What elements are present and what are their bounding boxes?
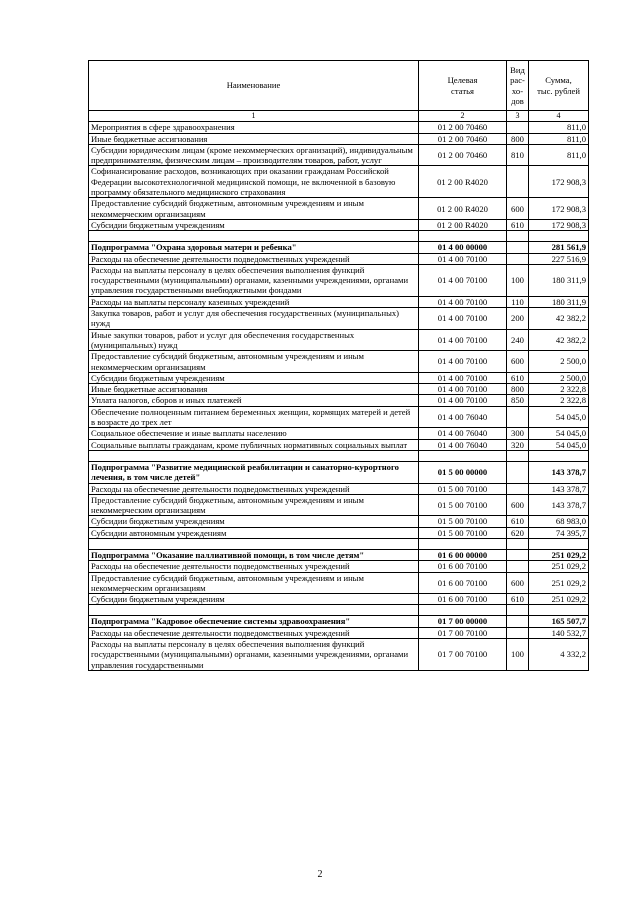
row-target-article: 01 5 00 70100 bbox=[419, 494, 507, 516]
row-sum: 281 561,9 bbox=[529, 242, 589, 253]
column-number: 2 bbox=[419, 111, 507, 122]
table-row bbox=[89, 572, 589, 594]
row-sum: 2 500,0 bbox=[529, 351, 589, 373]
row-target-article: 01 4 00 76040 bbox=[419, 439, 507, 450]
row-expense-type: 110 bbox=[507, 296, 529, 307]
row-expense-type: 600 bbox=[507, 351, 529, 373]
spacer-cell bbox=[419, 538, 507, 549]
row-sum: 54 045,0 bbox=[529, 428, 589, 439]
row-expense-type: 800 bbox=[507, 384, 529, 395]
row-target-article: 01 4 00 70100 bbox=[419, 329, 507, 351]
header-expense-type-line: Вид bbox=[510, 64, 525, 75]
table-row bbox=[89, 428, 589, 439]
row-target-article: 01 4 00 70100 bbox=[419, 253, 507, 264]
spacer-cell bbox=[89, 231, 419, 242]
row-expense-type: 610 bbox=[507, 372, 529, 383]
row-expense-type: 850 bbox=[507, 395, 529, 406]
row-name: Социальное обеспечение и иные выплаты населению bbox=[89, 428, 419, 439]
row-expense-type: 200 bbox=[507, 308, 529, 330]
row-expense-type bbox=[507, 406, 529, 428]
spacer-cell bbox=[529, 231, 589, 242]
row-expense-type: 320 bbox=[507, 439, 529, 450]
row-name: Подпрограмма "Охрана здоровья матери и ребенка" bbox=[89, 242, 419, 253]
table-row bbox=[89, 144, 589, 166]
row-sum: 811,0 bbox=[529, 133, 589, 144]
row-target-article: 01 7 00 70100 bbox=[419, 627, 507, 638]
row-sum: 143 378,7 bbox=[529, 461, 589, 483]
table-row bbox=[89, 594, 589, 605]
row-name: Мероприятия в сфере здравоохранения bbox=[89, 122, 419, 133]
table-row bbox=[89, 406, 589, 428]
row-sum: 140 532,7 bbox=[529, 627, 589, 638]
row-name: Субсидии бюджетным учреждениям bbox=[89, 219, 419, 230]
table-row bbox=[89, 527, 589, 538]
row-name: Закупка товаров, работ и услуг для обеспечения государственных (муниципальных) нужд bbox=[89, 308, 419, 330]
spacer-cell bbox=[419, 605, 507, 616]
row-expense-type bbox=[507, 166, 529, 198]
spacer-cell bbox=[89, 450, 419, 461]
row-sum: 2 322,8 bbox=[529, 384, 589, 395]
table-row bbox=[89, 372, 589, 383]
table-row bbox=[89, 483, 589, 494]
table-row bbox=[89, 329, 589, 351]
row-target-article: 01 4 00 76040 bbox=[419, 428, 507, 439]
table-row bbox=[89, 198, 589, 220]
row-name: Расходы на обеспечение деятельности подведомственных учреждений bbox=[89, 483, 419, 494]
row-expense-type: 610 bbox=[507, 219, 529, 230]
table-row bbox=[89, 627, 589, 638]
header-row bbox=[89, 61, 589, 111]
row-sum: 172 908,3 bbox=[529, 198, 589, 220]
row-expense-type: 610 bbox=[507, 516, 529, 527]
row-sum: 227 516,9 bbox=[529, 253, 589, 264]
row-target-article: 01 4 00 70100 bbox=[419, 296, 507, 307]
row-target-article: 01 2 00 70460 bbox=[419, 133, 507, 144]
subprogram-row bbox=[89, 549, 589, 560]
header-sum-line: Сумма, bbox=[545, 75, 572, 86]
row-name: Подпрограмма "Развитие медицинской реабилитации и санаторно-курортного лечения, в том числе детей" bbox=[89, 461, 419, 483]
row-target-article: 01 5 00 70100 bbox=[419, 516, 507, 527]
column-number: 1 bbox=[89, 111, 419, 122]
row-expense-type bbox=[507, 627, 529, 638]
spacer-cell bbox=[529, 450, 589, 461]
header-expense-type-line: рас- bbox=[510, 75, 525, 86]
row-name: Иные закупки товаров, работ и услуг для обеспечения государственных (муниципальных) нужд bbox=[89, 329, 419, 351]
table-row bbox=[89, 516, 589, 527]
page-number: 2 bbox=[317, 869, 323, 880]
row-name: Предоставление субсидий бюджетным, автономным учреждениям и иным некоммерческим организациям bbox=[89, 198, 419, 220]
row-expense-type bbox=[507, 122, 529, 133]
row-name: Расходы на выплаты персоналу в целях обеспечения выполнения функций государственными (муниципальными) органами, казенными учреждениями, органами управления государственными внебюджетными фондами bbox=[89, 264, 419, 296]
row-target-article: 01 2 00 70460 bbox=[419, 144, 507, 166]
row-target-article: 01 7 00 00000 bbox=[419, 616, 507, 627]
row-name: Расходы на обеспечение деятельности подведомственных учреждений bbox=[89, 627, 419, 638]
row-target-article: 01 4 00 70100 bbox=[419, 308, 507, 330]
row-name: Подпрограмма "Кадровое обеспечение системы здравоохранения" bbox=[89, 616, 419, 627]
row-sum: 172 908,3 bbox=[529, 219, 589, 230]
row-expense-type: 610 bbox=[507, 594, 529, 605]
row-sum: 143 378,7 bbox=[529, 494, 589, 516]
spacer-row bbox=[89, 231, 589, 242]
row-target-article: 01 4 00 70100 bbox=[419, 384, 507, 395]
row-name: Субсидии юридическим лицам (кроме некоммерческих организаций), индивидуальным предпринимателям, физическим лицам – производителям товаров, работ, услуг bbox=[89, 144, 419, 166]
row-expense-type: 810 bbox=[507, 144, 529, 166]
subprogram-row bbox=[89, 461, 589, 483]
header-expense-type-line: хо- bbox=[511, 85, 524, 96]
row-name: Социальные выплаты гражданам, кроме публичных нормативных социальных выплат bbox=[89, 439, 419, 450]
row-sum: 165 507,7 bbox=[529, 616, 589, 627]
row-sum: 251 029,2 bbox=[529, 561, 589, 572]
row-name: Расходы на обеспечение деятельности подведомственных учреждений bbox=[89, 561, 419, 572]
row-name: Предоставление субсидий бюджетным, автономным учреждениям и иным некоммерческим организациям bbox=[89, 494, 419, 516]
row-target-article: 01 4 00 70100 bbox=[419, 351, 507, 373]
row-name: Уплата налогов, сборов и иных платежей bbox=[89, 395, 419, 406]
row-target-article: 01 4 00 00000 bbox=[419, 242, 507, 253]
table-row bbox=[89, 439, 589, 450]
row-sum: 811,0 bbox=[529, 122, 589, 133]
row-target-article: 01 2 00 R4020 bbox=[419, 198, 507, 220]
spacer-cell bbox=[419, 231, 507, 242]
row-target-article: 01 6 00 00000 bbox=[419, 549, 507, 560]
row-name: Софинансирование расходов, возникающих при оказании гражданам Российской Федерации высокотехнологичной медицинской помощи, не включенной в базовую программу обязательного медицинского страхования bbox=[89, 166, 419, 198]
row-target-article: 01 6 00 70100 bbox=[419, 594, 507, 605]
header-name: Наименование bbox=[89, 61, 419, 111]
row-sum: 4 332,2 bbox=[529, 639, 589, 671]
table-row bbox=[89, 384, 589, 395]
spacer-cell bbox=[507, 450, 529, 461]
row-sum: 251 029,2 bbox=[529, 549, 589, 560]
row-target-article: 01 7 00 70100 bbox=[419, 639, 507, 671]
column-number: 4 bbox=[529, 111, 589, 122]
column-number: 3 bbox=[507, 111, 529, 122]
row-target-article: 01 4 00 70100 bbox=[419, 395, 507, 406]
row-expense-type: 600 bbox=[507, 572, 529, 594]
header-target-article-line: статья bbox=[451, 85, 474, 96]
spacer-cell bbox=[419, 450, 507, 461]
row-expense-type bbox=[507, 549, 529, 560]
row-name: Предоставление субсидий бюджетным, автономным учреждениям и иным некоммерческим организациям bbox=[89, 351, 419, 373]
row-target-article: 01 2 00 70460 bbox=[419, 122, 507, 133]
row-name: Субсидии автономным учреждениям bbox=[89, 527, 419, 538]
row-expense-type: 800 bbox=[507, 133, 529, 144]
table-row bbox=[89, 219, 589, 230]
row-name: Субсидии бюджетным учреждениям bbox=[89, 372, 419, 383]
table-row bbox=[89, 351, 589, 373]
row-sum: 74 395,7 bbox=[529, 527, 589, 538]
row-expense-type bbox=[507, 483, 529, 494]
row-expense-type: 600 bbox=[507, 198, 529, 220]
spacer-cell bbox=[529, 605, 589, 616]
row-sum: 180 311,9 bbox=[529, 264, 589, 296]
row-target-article: 01 4 00 70100 bbox=[419, 372, 507, 383]
row-sum: 180 311,9 bbox=[529, 296, 589, 307]
header-sum bbox=[529, 61, 589, 111]
row-expense-type bbox=[507, 561, 529, 572]
spacer-cell bbox=[507, 538, 529, 549]
table-body bbox=[89, 122, 589, 671]
row-name: Субсидии бюджетным учреждениям bbox=[89, 516, 419, 527]
row-target-article: 01 4 00 76040 bbox=[419, 406, 507, 428]
row-name: Иные бюджетные ассигнования bbox=[89, 133, 419, 144]
table-row bbox=[89, 253, 589, 264]
row-expense-type: 600 bbox=[507, 494, 529, 516]
row-target-article: 01 5 00 00000 bbox=[419, 461, 507, 483]
spacer-cell bbox=[529, 538, 589, 549]
spacer-cell bbox=[89, 538, 419, 549]
row-sum: 172 908,3 bbox=[529, 166, 589, 198]
spacer-cell bbox=[507, 605, 529, 616]
row-target-article: 01 6 00 70100 bbox=[419, 561, 507, 572]
row-expense-type bbox=[507, 461, 529, 483]
table-row bbox=[89, 639, 589, 671]
spacer-row bbox=[89, 605, 589, 616]
row-sum: 251 029,2 bbox=[529, 594, 589, 605]
row-expense-type: 300 bbox=[507, 428, 529, 439]
table-row bbox=[89, 308, 589, 330]
row-expense-type: 100 bbox=[507, 639, 529, 671]
row-sum: 811,0 bbox=[529, 144, 589, 166]
row-name: Предоставление субсидий бюджетным, автономным учреждениям и иным некоммерческим организациям bbox=[89, 572, 419, 594]
table-row bbox=[89, 133, 589, 144]
row-expense-type: 240 bbox=[507, 329, 529, 351]
header-target-article-line: Целевая bbox=[447, 75, 478, 86]
table-row bbox=[89, 264, 589, 296]
subprogram-row bbox=[89, 242, 589, 253]
row-name: Расходы на обеспечение деятельности подведомственных учреждений bbox=[89, 253, 419, 264]
row-sum: 251 029,2 bbox=[529, 572, 589, 594]
row-expense-type: 100 bbox=[507, 264, 529, 296]
row-sum: 54 045,0 bbox=[529, 439, 589, 450]
row-sum: 68 983,0 bbox=[529, 516, 589, 527]
header-target-article bbox=[419, 61, 507, 111]
row-name: Расходы на выплаты персоналу в целях обеспечения выполнения функций государственными (муниципальными) органами, казенными учреждениями, органами управления государственными bbox=[89, 639, 419, 671]
row-target-article: 01 2 00 R4020 bbox=[419, 219, 507, 230]
row-name: Расходы на выплаты персоналу казенных учреждений bbox=[89, 296, 419, 307]
table-row bbox=[89, 494, 589, 516]
row-target-article: 01 5 00 70100 bbox=[419, 527, 507, 538]
row-target-article: 01 4 00 70100 bbox=[419, 264, 507, 296]
subprogram-row bbox=[89, 616, 589, 627]
budget-table bbox=[88, 60, 589, 671]
row-sum: 42 382,2 bbox=[529, 329, 589, 351]
row-expense-type bbox=[507, 253, 529, 264]
table-header bbox=[89, 61, 589, 122]
row-sum: 42 382,2 bbox=[529, 308, 589, 330]
table-row bbox=[89, 395, 589, 406]
row-expense-type: 620 bbox=[507, 527, 529, 538]
table-row bbox=[89, 296, 589, 307]
column-number-row bbox=[89, 111, 589, 122]
row-target-article: 01 6 00 70100 bbox=[419, 572, 507, 594]
spacer-cell bbox=[89, 605, 419, 616]
spacer-row bbox=[89, 450, 589, 461]
table-row bbox=[89, 166, 589, 198]
row-target-article: 01 2 00 R4020 bbox=[419, 166, 507, 198]
row-name: Обеспечение полноценным питанием беременных женщин, кормящих матерей и детей в возрасте до трех лет bbox=[89, 406, 419, 428]
row-sum: 54 045,0 bbox=[529, 406, 589, 428]
row-sum: 2 500,0 bbox=[529, 372, 589, 383]
table-row bbox=[89, 561, 589, 572]
row-name: Иные бюджетные ассигнования bbox=[89, 384, 419, 395]
table-row bbox=[89, 122, 589, 133]
spacer-cell bbox=[507, 231, 529, 242]
row-name: Субсидии бюджетным учреждениям bbox=[89, 594, 419, 605]
header-sum-line: тыс. рублей bbox=[537, 85, 580, 96]
row-name: Подпрограмма "Оказание паллиативной помощи, в том числе детям" bbox=[89, 549, 419, 560]
row-expense-type bbox=[507, 242, 529, 253]
row-target-article: 01 5 00 70100 bbox=[419, 483, 507, 494]
row-expense-type bbox=[507, 616, 529, 627]
row-sum: 143 378,7 bbox=[529, 483, 589, 494]
header-expense-type bbox=[507, 61, 529, 111]
header-expense-type-line: дов bbox=[511, 95, 524, 106]
spacer-row bbox=[89, 538, 589, 549]
row-sum: 2 322,8 bbox=[529, 395, 589, 406]
